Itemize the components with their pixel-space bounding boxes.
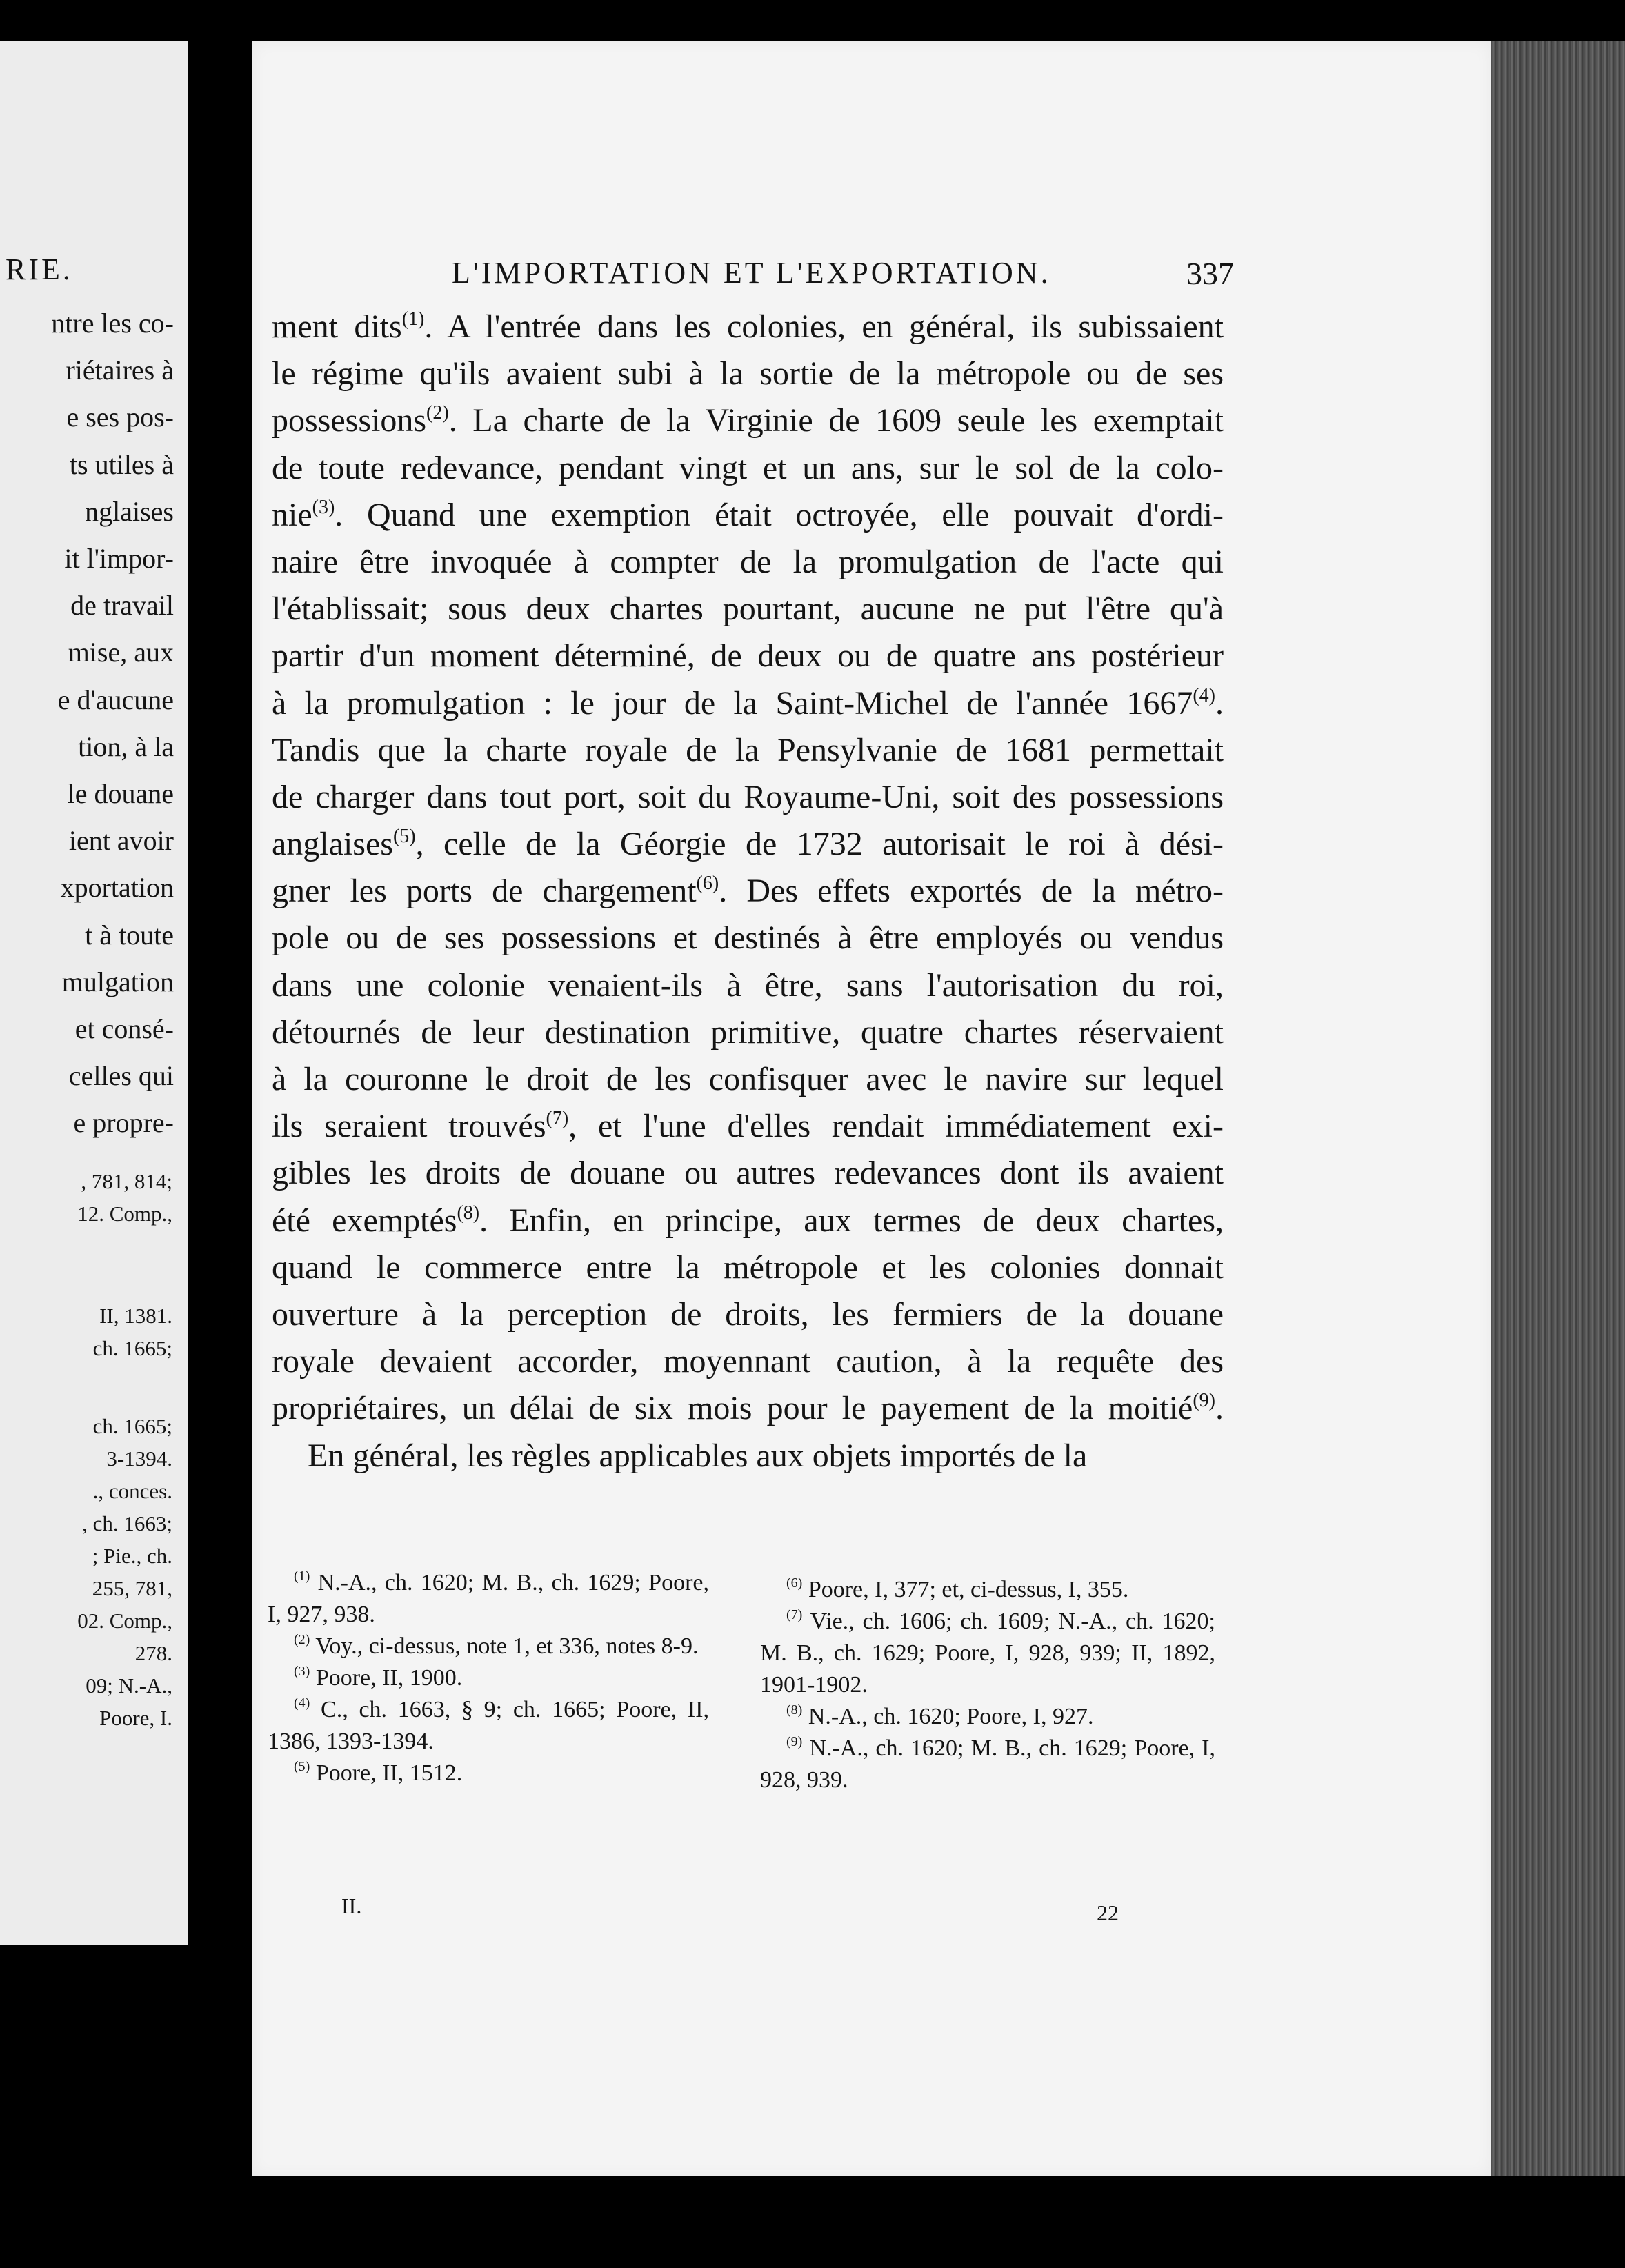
left-page-line: e ses pos- bbox=[66, 401, 174, 433]
body-line: été exemptés$^{(8)}$. Enfin, en principe, aux termes de deux chartes, bbox=[272, 1202, 1224, 1239]
left-page-line: mulgation bbox=[61, 966, 174, 997]
footnote-mark: (8) bbox=[786, 1702, 803, 1718]
body-line: naire être invoquée à compter de la promulgation de l'acte qui bbox=[272, 543, 1224, 580]
left-page-note: , 781, 814; bbox=[81, 1169, 172, 1193]
footnote-reference: (3) bbox=[312, 496, 335, 518]
left-page-line: riétaires à bbox=[66, 355, 174, 386]
body-line: ils seraient trouvés$^{(7)}$, et l'une d'elles rendait immédiatement exi- bbox=[272, 1108, 1224, 1145]
signature-sheet: 22 bbox=[1097, 1900, 1119, 1925]
footnote-mark: (4) bbox=[294, 1695, 310, 1711]
body-line: à la couronne le droit de les confisquer avec le navire sur lequel bbox=[272, 1061, 1224, 1097]
footnotes-left-column bbox=[268, 1567, 709, 1789]
body-line: quand le commerce entre la métropole et les colonies donnait bbox=[272, 1249, 1224, 1286]
footnote bbox=[268, 1758, 709, 1789]
body-line: l'établissait; sous deux chartes pourtant, aucune ne put l'être qu'à bbox=[272, 590, 1224, 628]
left-page-line: celles qui bbox=[68, 1060, 174, 1092]
left-page-heading: RIE. bbox=[6, 252, 73, 286]
left-page-note: 09; N.-A., bbox=[86, 1673, 172, 1698]
footnote bbox=[268, 1567, 709, 1631]
body-line: ouverture à la perception de droits, les fermiers de la douane bbox=[272, 1295, 1224, 1333]
footnote-reference: (1) bbox=[401, 308, 425, 330]
left-page-note: II, 1381. bbox=[99, 1304, 172, 1328]
left-page-line: it l'impor- bbox=[64, 543, 174, 574]
body-line: dans une colonie venaient-ils à être, sans l'autorisation du roi, bbox=[272, 966, 1224, 1004]
body-line: gner les ports de chargement$^{(6)}$. Des effets exportés de la métro- bbox=[272, 873, 1224, 910]
footnote bbox=[760, 1733, 1215, 1796]
left-page-line: ts utiles à bbox=[69, 448, 174, 480]
footnote-mark: (2) bbox=[294, 1632, 310, 1647]
left-page-line: et consé- bbox=[74, 1013, 174, 1044]
footnote-reference: (4) bbox=[1193, 684, 1215, 706]
left-page-line: de travail bbox=[70, 590, 174, 621]
left-page-note: Poore, I. bbox=[99, 1706, 172, 1730]
left-page-line: tion, à la bbox=[78, 730, 174, 762]
left-page-line: ntre les co- bbox=[51, 308, 174, 339]
footnote-reference: (5) bbox=[392, 826, 416, 848]
left-page-note: 12. Comp., bbox=[77, 1202, 172, 1226]
body-line: de charger dans tout port, soit du Royaume-Uni, soit des possessions bbox=[272, 778, 1224, 815]
footnote-mark: (5) bbox=[294, 1759, 310, 1774]
left-page-line: e d'aucune bbox=[57, 684, 174, 715]
footnote-text: Voy., ci-dessus, note 1, et 336, notes 8-9. bbox=[310, 1633, 699, 1659]
footnote-text: C., ch. 1663, § 9; ch. 1665; Poore, II, 1386, 1393-1394. bbox=[268, 1697, 709, 1754]
footnote-mark: (9) bbox=[786, 1734, 803, 1749]
body-line: En général, les règles applicables aux objets importés de la bbox=[308, 1437, 1088, 1474]
body-line: pole ou de ses possessions et destinés à être employés ou vendus bbox=[272, 919, 1224, 957]
footnote-text: N.-A., ch. 1620; M. B., ch. 1629; Poore, I, 928, 939. bbox=[760, 1735, 1215, 1793]
footnote-text: N.-A., ch. 1620; M. B., ch. 1629; Poore, I, 927, 938. bbox=[268, 1570, 709, 1627]
footnote-text: Vie., ch. 1606; ch. 1609; N.-A., ch. 1620; M. B., ch. 1629; Poore, I, 928, 939; II, 1892, 1901-1902. bbox=[760, 1609, 1215, 1698]
footnote-mark: (3) bbox=[294, 1664, 310, 1679]
left-page-note: ; Pie., ch. bbox=[92, 1544, 172, 1568]
left-page-note: , ch. 1663; bbox=[82, 1511, 172, 1535]
body-line: Tandis que la charte royale de la Pensylvanie de 1681 permettait bbox=[272, 731, 1224, 768]
left-page-note: 278. bbox=[134, 1641, 172, 1665]
footnote-reference: (7) bbox=[546, 1108, 569, 1130]
footnote bbox=[760, 1574, 1215, 1606]
body-line: royale devaient accorder, moyennant caution, à la requête des bbox=[272, 1343, 1224, 1380]
body-line: le régime qu'ils avaient subi à la sortie de la métropole ou de ses bbox=[272, 355, 1224, 392]
left-page-note: 02. Comp., bbox=[77, 1609, 172, 1633]
left-page-fragment bbox=[0, 41, 188, 1945]
left-page-line: t à toute bbox=[85, 919, 174, 951]
body-line: anglaises$^{(5)}$, celle de la Géorgie de 1732 autorisait le roi à dési- bbox=[272, 826, 1224, 863]
body-line: de toute redevance, pendant vingt et un ans, sur le sol de la colo- bbox=[272, 449, 1224, 486]
footnote-text: Poore, I, 377; et, ci-dessus, I, 355. bbox=[802, 1577, 1129, 1602]
body-line: propriétaires, un délai de six mois pour le payement de la moitié$^{(9)}$. bbox=[272, 1390, 1224, 1427]
footnote-reference: (2) bbox=[426, 402, 449, 424]
page-edges bbox=[1491, 41, 1625, 2176]
left-page-note: ch. 1665; bbox=[92, 1414, 172, 1438]
footnote-mark: (6) bbox=[786, 1575, 803, 1591]
footnote bbox=[760, 1701, 1215, 1733]
footnotes-right-column bbox=[760, 1574, 1215, 1796]
footnote-reference: (9) bbox=[1193, 1390, 1215, 1412]
left-page-line: xportation bbox=[60, 872, 174, 904]
signature-volume: II. bbox=[341, 1893, 362, 1918]
running-head: L'IMPORTATION ET L'EXPORTATION. bbox=[452, 256, 1051, 290]
left-page-note: 3-1394. bbox=[106, 1446, 172, 1471]
footnote bbox=[268, 1631, 709, 1662]
footnote-text: N.-A., ch. 1620; Poore, I, 927. bbox=[802, 1704, 1094, 1729]
body-text bbox=[272, 304, 1224, 1480]
left-page-line: le douane bbox=[67, 778, 174, 809]
page-number: 337 bbox=[1186, 256, 1234, 291]
body-line: gibles les droits de douane ou autres redevances dont ils avaient bbox=[272, 1155, 1224, 1192]
footnote-text: Poore, II, 1512. bbox=[310, 1760, 463, 1786]
footnote bbox=[268, 1694, 709, 1758]
left-page-line: e propre- bbox=[73, 1107, 174, 1139]
body-line: partir d'un moment déterminé, de deux ou de quatre ans postérieur bbox=[272, 637, 1224, 675]
body-line: à la promulgation : le jour de la Saint-Michel de l'année 1667$^{(4)}$. bbox=[272, 684, 1224, 722]
left-page-note: ., conces. bbox=[92, 1479, 172, 1503]
footnote bbox=[760, 1606, 1215, 1701]
footnote-reference: (8) bbox=[457, 1202, 480, 1224]
left-page-note: 255, 781, bbox=[92, 1576, 172, 1600]
body-line: détournés de leur destination primitive, quatre chartes réservaient bbox=[272, 1013, 1224, 1051]
left-page-line: mise, aux bbox=[68, 637, 174, 668]
footnote-mark: (7) bbox=[786, 1607, 803, 1622]
body-line: ment dits$^{(1)}$. A l'entrée dans les colonies, en général, ils subissaient bbox=[272, 308, 1224, 345]
left-page-line: nglaises bbox=[85, 495, 174, 527]
left-page-line: ient avoir bbox=[68, 825, 174, 857]
left-page-note: ch. 1665; bbox=[92, 1336, 172, 1360]
footnote-mark: (1) bbox=[294, 1569, 310, 1584]
footnote-reference: (6) bbox=[696, 873, 719, 895]
footnote-text: Poore, II, 1900. bbox=[310, 1665, 463, 1691]
footnote bbox=[268, 1662, 709, 1694]
body-line: possessions$^{(2)}$. La charte de la Virginie de 1609 seule les exemptait bbox=[272, 402, 1224, 439]
body-line: nie$^{(3)}$. Quand une exemption était octroyée, elle pouvait d'ordi- bbox=[272, 496, 1224, 533]
